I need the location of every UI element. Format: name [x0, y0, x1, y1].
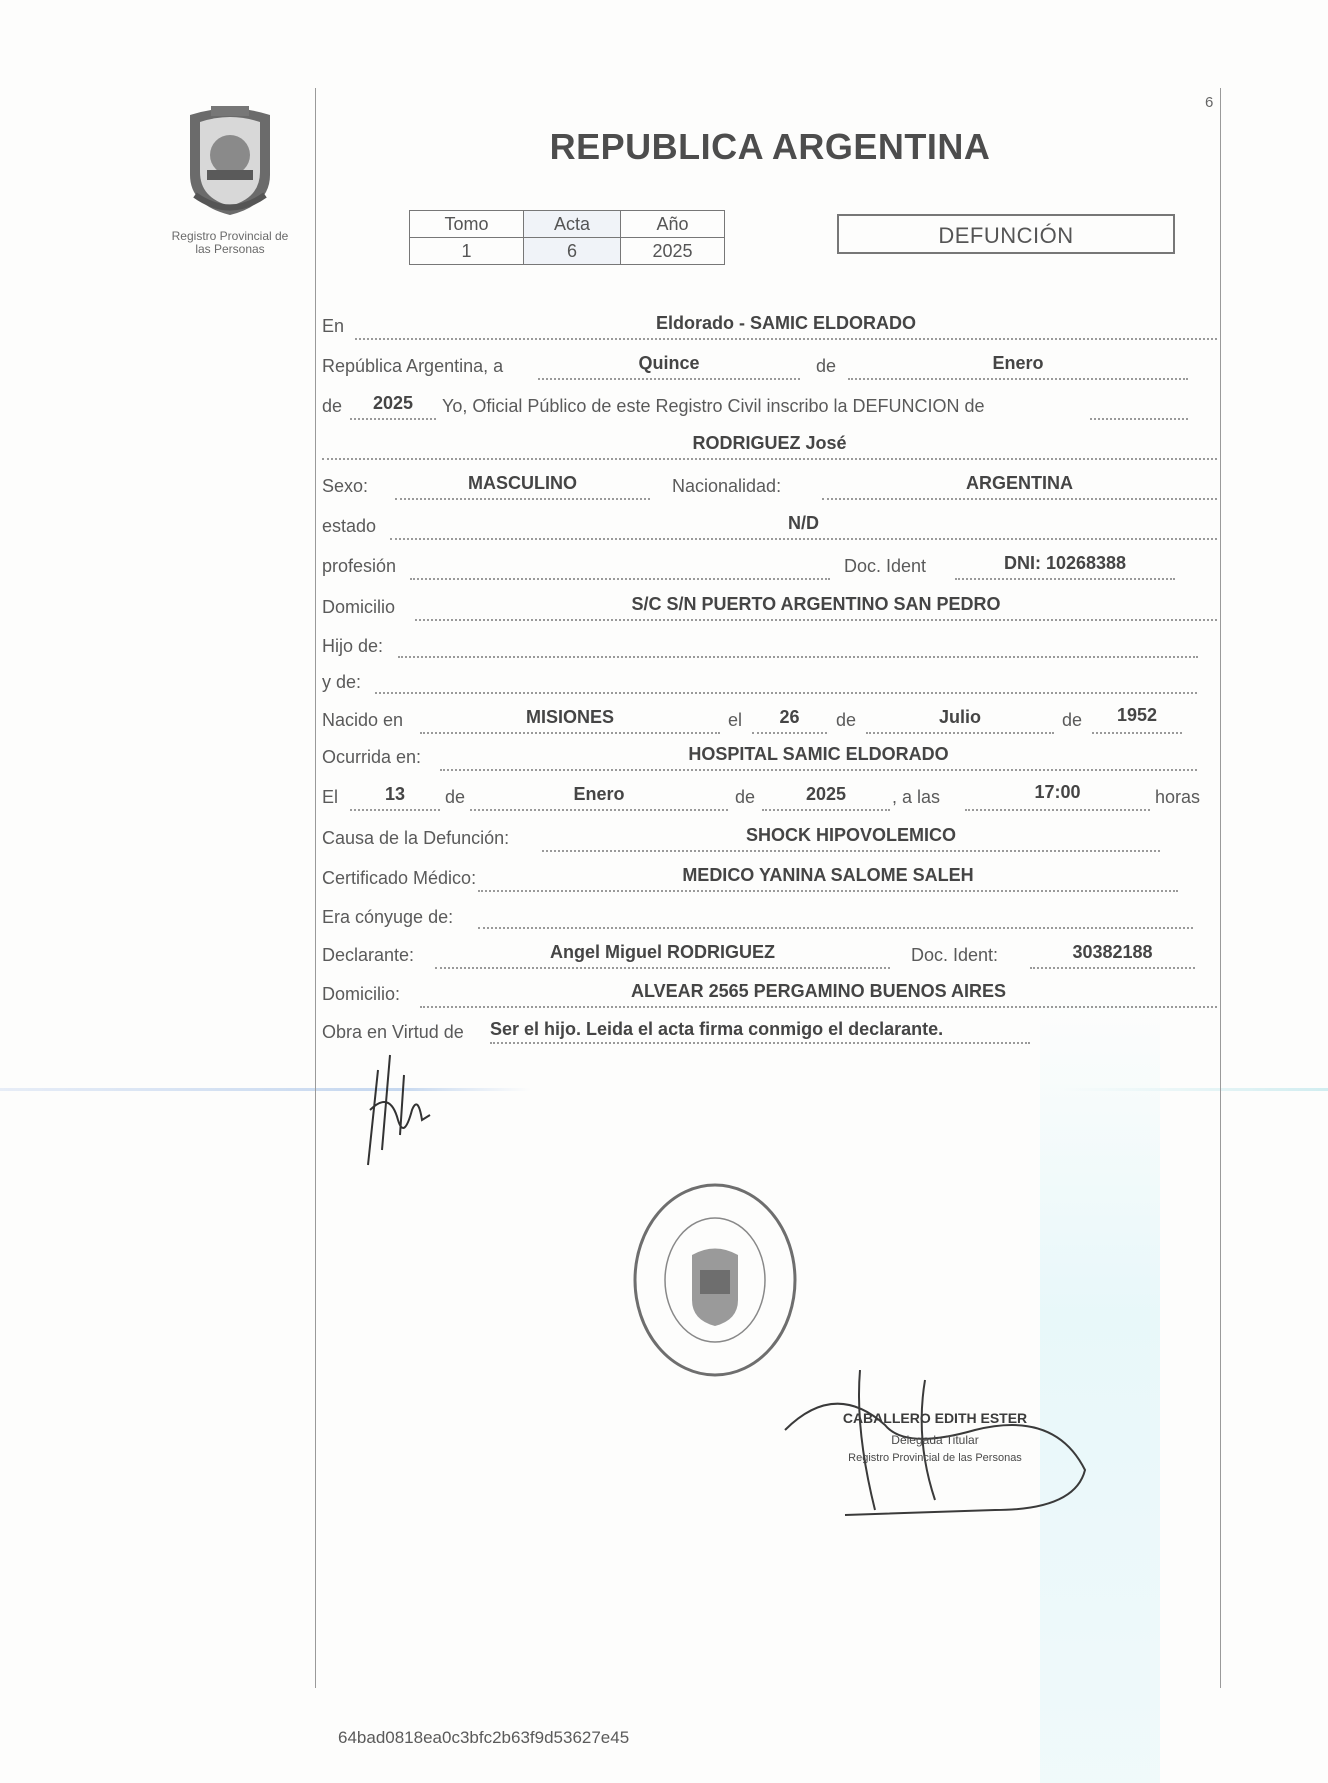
record-table	[409, 210, 725, 265]
label-nacionalidad: Nacionalidad:	[672, 476, 782, 496]
label-y-de: y de:	[322, 672, 362, 692]
value-declarante-domicilio: ALVEAR 2565 PERGAMINO BUENOS AIRES	[630, 981, 1007, 1001]
label-sexo: Sexo:	[322, 476, 369, 496]
label-a-las: , a las	[892, 787, 941, 807]
value-ocurrida-en: HOSPITAL SAMIC ELDORADO	[688, 744, 949, 764]
official-seal	[630, 1180, 800, 1380]
line-nacionalidad	[822, 498, 1217, 500]
line-doc-ident	[955, 578, 1175, 580]
left-margin-line	[315, 88, 316, 1688]
label-el: el	[728, 710, 743, 730]
label-obra: Obra en Virtud de	[322, 1022, 464, 1042]
label-de-3: de	[836, 710, 857, 730]
line-nacido-en	[420, 732, 720, 734]
header-anio: Año	[621, 211, 725, 238]
label-el-cap: El	[322, 787, 339, 807]
line-hijo-de	[398, 656, 1198, 658]
line-domicilio-2	[420, 1006, 1217, 1008]
line-profesion	[410, 578, 830, 580]
declarant-signature	[360, 1050, 440, 1170]
label-profesion: profesión	[322, 556, 397, 576]
value-nac-dia: 26	[779, 707, 800, 727]
value-anio: 2025	[621, 238, 725, 265]
value-anio: 2025	[372, 393, 414, 413]
label-ocurrida-en: Ocurrida en:	[322, 747, 422, 767]
provincial-crest-icon	[175, 100, 285, 220]
label-yo-oficial: Yo, Oficial Público de este Registro Civil inscribo la DEFUNCION de	[442, 396, 985, 416]
label-causa: Causa de la Defunción:	[322, 828, 510, 848]
header-tomo: Tomo	[410, 211, 524, 238]
header-acta: Acta	[524, 211, 621, 238]
document-title: REPUBLICA ARGENTINA	[549, 126, 991, 167]
label-doc-ident: Doc. Ident	[844, 556, 927, 576]
value-dia-texto: Quince	[638, 353, 700, 373]
label-en: En	[322, 316, 345, 336]
line-sexo	[395, 498, 650, 500]
line-estado	[390, 538, 1217, 540]
label-domicilio-2: Domicilio:	[322, 984, 401, 1004]
value-tomo: 1	[410, 238, 524, 265]
seal-icon	[630, 1180, 800, 1380]
line-y-de	[375, 692, 1197, 694]
label-estado: estado	[322, 516, 377, 536]
line-ocurrida-en	[440, 769, 1197, 771]
value-lugar: Eldorado - SAMIC ELDORADO	[656, 313, 916, 333]
line-mes	[848, 378, 1188, 380]
record-table-values	[410, 238, 725, 265]
document-hash: 64bad0818ea0c3bfc2b63f9d53627e45	[338, 1728, 630, 1747]
label-de-1: de	[816, 356, 837, 376]
label-republica: República Argentina, a	[322, 356, 504, 376]
line-nombre	[322, 458, 1217, 460]
label-domicilio: Domicilio	[322, 597, 396, 617]
label-nacido-en: Nacido en	[322, 710, 404, 730]
label-doc-ident-2: Doc. Ident:	[911, 945, 999, 965]
value-def-hora: 17:00	[1034, 782, 1081, 802]
line-domicilio	[415, 619, 1217, 621]
line-obra	[490, 1042, 1030, 1044]
value-obra-virtud: Ser el hijo. Leida el acta firma conmigo el declarante.	[490, 1019, 944, 1039]
line-declarante	[435, 967, 890, 969]
line-anio	[350, 418, 436, 420]
line-certificado	[478, 890, 1178, 892]
line-declarante-doc	[1030, 967, 1195, 969]
value-estado: N/D	[788, 513, 819, 533]
value-nac-anio: 1952	[1116, 705, 1158, 725]
registry-label-line2: las Personas	[195, 242, 265, 256]
registry-label	[150, 230, 310, 256]
value-domicilio: S/C S/N PUERTO ARGENTINO SAN PEDRO	[631, 594, 1001, 614]
label-certificado: Certificado Médico:	[322, 868, 477, 888]
value-declarante: Angel Miguel RODRIGUEZ	[550, 942, 775, 962]
label-declarante: Declarante:	[322, 945, 415, 965]
label-hijo-de: Hijo de:	[322, 636, 384, 656]
line-conyuge	[478, 927, 1193, 929]
line-def-anio	[762, 809, 890, 811]
value-sexo: MASCULINO	[468, 473, 577, 493]
value-mes: Enero	[992, 353, 1044, 373]
value-declarante-doc: 30382188	[1072, 942, 1153, 962]
value-def-dia: 13	[384, 784, 406, 804]
value-nacionalidad: ARGENTINA	[966, 473, 1073, 493]
page-number: 6	[1205, 94, 1214, 111]
line-dia	[538, 378, 800, 380]
line-after-yo	[1090, 418, 1188, 420]
label-de-5: de	[445, 787, 466, 807]
stamp-line1: CABALLERO EDITH ESTER	[842, 1410, 1028, 1426]
value-nac-mes: Julio	[938, 707, 981, 727]
record-type-box: DEFUNCIÓN	[837, 214, 1175, 254]
line-nac-mes	[866, 732, 1054, 734]
value-def-mes: Enero	[573, 784, 625, 804]
value-nacido-en: MISIONES	[525, 707, 614, 727]
value-acta: 6	[524, 238, 621, 265]
line-causa	[542, 850, 1160, 852]
line-def-dia	[350, 809, 440, 811]
value-def-anio: 2025	[805, 784, 847, 804]
label-de-2: de	[322, 396, 343, 416]
line-def-mes	[470, 809, 728, 811]
stamp-line3: Registro Provincial de las Personas	[848, 1452, 1022, 1464]
value-certificado: MEDICO YANINA SALOME SALEH	[682, 865, 974, 885]
line-def-hora	[965, 809, 1150, 811]
record-table-header	[410, 211, 725, 238]
stamp-line2: Delegada Titular	[891, 1433, 979, 1447]
label-horas: horas	[1155, 787, 1201, 807]
value-doc-ident: DNI: 10268388	[1003, 553, 1127, 573]
label-de-4: de	[1062, 710, 1083, 730]
line-en	[355, 338, 1217, 340]
label-de-6: de	[735, 787, 756, 807]
line-nac-anio	[1092, 732, 1182, 734]
right-margin-line	[1220, 88, 1221, 1688]
value-causa: SHOCK HIPOVOLEMICO	[745, 825, 956, 845]
label-conyuge: Era cónyuge de:	[322, 907, 454, 927]
value-nombre: RODRIGUEZ José	[692, 433, 847, 453]
official-signature-stamp	[775, 1370, 1105, 1520]
line-nac-dia	[752, 732, 827, 734]
registry-label-line1: Registro Provincial de	[171, 229, 289, 243]
